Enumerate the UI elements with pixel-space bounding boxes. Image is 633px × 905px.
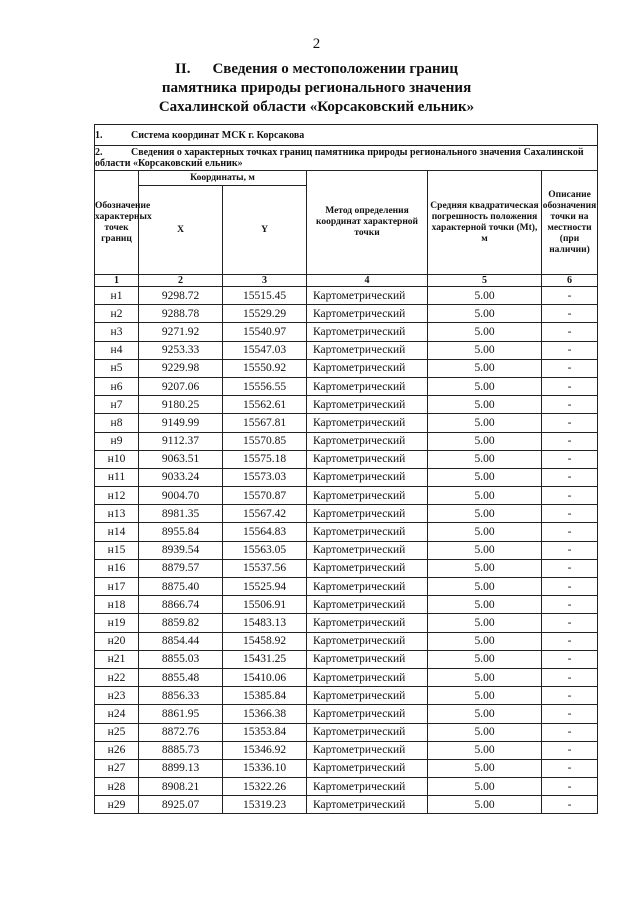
table-row — [95, 741, 598, 759]
x-coordinate-cell: 8855.48 — [139, 668, 223, 686]
title-line-3: Сахалинской области «Корсаковский ельник» — [158, 99, 475, 115]
point-id-cell: н16 — [95, 559, 139, 577]
y-coordinate-cell: 15556.55 — [223, 377, 307, 395]
table-row — [95, 414, 598, 432]
page-number: 2 — [312, 36, 321, 52]
point-id-cell: н21 — [95, 650, 139, 668]
y-coordinate-cell: 15570.87 — [223, 487, 307, 505]
point-id-cell: н19 — [95, 614, 139, 632]
table-row — [95, 432, 598, 450]
header-coordinates: Координаты, м — [139, 171, 307, 186]
error-cell: 5.00 — [428, 287, 542, 305]
header-method: Метод определения координат характерной точки — [307, 171, 428, 275]
method-cell: Картометрический — [307, 668, 428, 686]
y-coordinate-cell: 15515.45 — [223, 287, 307, 305]
error-cell: 5.00 — [428, 323, 542, 341]
x-coordinate-cell: 9112.37 — [139, 432, 223, 450]
y-coordinate-cell: 15540.97 — [223, 323, 307, 341]
method-cell: Картометрический — [307, 759, 428, 777]
header-x: X — [139, 186, 223, 275]
y-coordinate-cell: 15353.84 — [223, 723, 307, 741]
table-row — [95, 705, 598, 723]
x-coordinate-cell: 9271.92 — [139, 323, 223, 341]
table-row — [95, 614, 598, 632]
table-row — [95, 687, 598, 705]
document-title — [0, 60, 633, 117]
x-coordinate-cell: 9229.98 — [139, 359, 223, 377]
point-id-cell: н10 — [95, 450, 139, 468]
column-number: 2 — [139, 275, 223, 287]
description-cell: - — [542, 578, 598, 596]
point-id-cell: н14 — [95, 523, 139, 541]
point-id-cell: н25 — [95, 723, 139, 741]
x-coordinate-cell: 8856.33 — [139, 687, 223, 705]
description-cell: - — [542, 323, 598, 341]
method-cell: Картометрический — [307, 705, 428, 723]
description-cell: - — [542, 614, 598, 632]
table-row — [95, 359, 598, 377]
header-row-1 — [95, 171, 598, 186]
table-row — [95, 287, 598, 305]
table-row — [95, 578, 598, 596]
y-coordinate-cell: 15346.92 — [223, 741, 307, 759]
method-cell: Картометрический — [307, 614, 428, 632]
description-cell: - — [542, 487, 598, 505]
description-cell: - — [542, 305, 598, 323]
y-coordinate-cell: 15431.25 — [223, 650, 307, 668]
description-cell: - — [542, 287, 598, 305]
description-cell: - — [542, 596, 598, 614]
error-cell: 5.00 — [428, 305, 542, 323]
method-cell: Картометрический — [307, 287, 428, 305]
table-row — [95, 323, 598, 341]
section1-number: 1. — [95, 129, 103, 141]
x-coordinate-cell: 9149.99 — [139, 414, 223, 432]
coordinate-system-row — [95, 125, 598, 146]
point-id-cell: н5 — [95, 359, 139, 377]
table-row — [95, 596, 598, 614]
y-coordinate-cell: 15529.29 — [223, 305, 307, 323]
column-number: 4 — [307, 275, 428, 287]
error-cell: 5.00 — [428, 596, 542, 614]
error-cell: 5.00 — [428, 723, 542, 741]
x-coordinate-cell: 9004.70 — [139, 487, 223, 505]
description-cell: - — [542, 450, 598, 468]
table-row — [95, 559, 598, 577]
method-cell: Картометрический — [307, 796, 428, 814]
error-cell: 5.00 — [428, 487, 542, 505]
x-coordinate-cell: 8872.76 — [139, 723, 223, 741]
method-cell: Картометрический — [307, 632, 428, 650]
error-cell: 5.00 — [428, 650, 542, 668]
section2-text: Сведения о характерных точках границ памятника природы регионального значения Сахалинской области «Корсаковский ельник» — [95, 147, 584, 169]
section2-number: 2. — [95, 147, 103, 158]
title-line-1-text: Сведения о местоположении границ — [212, 61, 458, 77]
point-id-cell: н26 — [95, 741, 139, 759]
description-cell: - — [542, 377, 598, 395]
y-coordinate-cell: 15570.85 — [223, 432, 307, 450]
description-cell: - — [542, 723, 598, 741]
description-cell: - — [542, 505, 598, 523]
point-id-cell: н18 — [95, 596, 139, 614]
error-cell: 5.00 — [428, 687, 542, 705]
title-line-2: памятника природы регионального значения — [161, 80, 472, 96]
point-id-cell: н13 — [95, 505, 139, 523]
x-coordinate-cell: 8875.40 — [139, 578, 223, 596]
column-number: 5 — [428, 275, 542, 287]
point-id-cell: н24 — [95, 705, 139, 723]
x-coordinate-cell: 9063.51 — [139, 450, 223, 468]
x-coordinate-cell: 8855.03 — [139, 650, 223, 668]
y-coordinate-cell: 15319.23 — [223, 796, 307, 814]
table-row — [95, 632, 598, 650]
error-cell: 5.00 — [428, 432, 542, 450]
x-coordinate-cell: 8908.21 — [139, 778, 223, 796]
y-coordinate-cell: 15562.61 — [223, 396, 307, 414]
method-cell: Картометрический — [307, 578, 428, 596]
error-cell: 5.00 — [428, 578, 542, 596]
x-coordinate-cell: 8885.73 — [139, 741, 223, 759]
y-coordinate-cell: 15537.56 — [223, 559, 307, 577]
error-cell: 5.00 — [428, 541, 542, 559]
error-cell: 5.00 — [428, 759, 542, 777]
x-coordinate-cell: 8925.07 — [139, 796, 223, 814]
method-cell: Картометрический — [307, 650, 428, 668]
column-number: 6 — [542, 275, 598, 287]
header-error: Средняя квадратическая погрешность положения характерной точки (Mt), м — [428, 171, 542, 275]
header-y: Y — [223, 186, 307, 275]
table-row — [95, 305, 598, 323]
error-cell: 5.00 — [428, 505, 542, 523]
description-cell: - — [542, 414, 598, 432]
point-id-cell: н6 — [95, 377, 139, 395]
x-coordinate-cell: 8939.54 — [139, 541, 223, 559]
table-row — [95, 377, 598, 395]
header-description: Описание обозначения точки на местности (при наличии) — [542, 171, 598, 275]
x-coordinate-cell: 8879.57 — [139, 559, 223, 577]
method-cell: Картометрический — [307, 305, 428, 323]
method-cell: Картометрический — [307, 523, 428, 541]
table-row — [95, 759, 598, 777]
point-id-cell: н29 — [95, 796, 139, 814]
error-cell: 5.00 — [428, 741, 542, 759]
error-cell: 5.00 — [428, 614, 542, 632]
x-coordinate-cell: 9288.78 — [139, 305, 223, 323]
x-coordinate-cell: 9033.24 — [139, 468, 223, 486]
y-coordinate-cell: 15322.26 — [223, 778, 307, 796]
point-id-cell: н3 — [95, 323, 139, 341]
x-coordinate-cell: 9298.72 — [139, 287, 223, 305]
x-coordinate-cell: 9253.33 — [139, 341, 223, 359]
method-cell: Картометрический — [307, 432, 428, 450]
method-cell: Картометрический — [307, 414, 428, 432]
method-cell: Картометрический — [307, 541, 428, 559]
method-cell: Картометрический — [307, 450, 428, 468]
y-coordinate-cell: 15550.92 — [223, 359, 307, 377]
description-cell: - — [542, 705, 598, 723]
table-row — [95, 505, 598, 523]
y-coordinate-cell: 15366.38 — [223, 705, 307, 723]
y-coordinate-cell: 15410.06 — [223, 668, 307, 686]
y-coordinate-cell: 15567.42 — [223, 505, 307, 523]
y-coordinate-cell: 15563.05 — [223, 541, 307, 559]
y-coordinate-cell: 15573.03 — [223, 468, 307, 486]
description-cell: - — [542, 541, 598, 559]
description-cell: - — [542, 523, 598, 541]
section1-text: Система координат МСК г. Корсакова — [131, 129, 305, 141]
description-cell: - — [542, 359, 598, 377]
description-cell: - — [542, 341, 598, 359]
x-coordinate-cell: 8861.95 — [139, 705, 223, 723]
error-cell: 5.00 — [428, 396, 542, 414]
error-cell: 5.00 — [428, 778, 542, 796]
table-row — [95, 523, 598, 541]
x-coordinate-cell: 8854.44 — [139, 632, 223, 650]
y-coordinate-cell: 15547.03 — [223, 341, 307, 359]
table-row — [95, 778, 598, 796]
x-coordinate-cell: 8981.35 — [139, 505, 223, 523]
error-cell: 5.00 — [428, 414, 542, 432]
description-cell: - — [542, 432, 598, 450]
method-cell: Картометрический — [307, 359, 428, 377]
section-roman-numeral: II. — [175, 61, 191, 77]
y-coordinate-cell: 15336.10 — [223, 759, 307, 777]
description-cell: - — [542, 687, 598, 705]
method-cell: Картометрический — [307, 396, 428, 414]
table-row — [95, 723, 598, 741]
method-cell: Картометрический — [307, 778, 428, 796]
table-row — [95, 468, 598, 486]
description-cell: - — [542, 741, 598, 759]
error-cell: 5.00 — [428, 359, 542, 377]
point-id-cell: н1 — [95, 287, 139, 305]
table-row — [95, 341, 598, 359]
title-line-1 — [0, 60, 633, 79]
column-numbers-row — [95, 275, 598, 287]
error-cell: 5.00 — [428, 468, 542, 486]
point-id-cell: н11 — [95, 468, 139, 486]
error-cell: 5.00 — [428, 523, 542, 541]
points-info-row — [95, 146, 598, 171]
table-row — [95, 668, 598, 686]
x-coordinate-cell: 8899.13 — [139, 759, 223, 777]
method-cell: Картометрический — [307, 323, 428, 341]
point-id-cell: н4 — [95, 341, 139, 359]
point-id-cell: н12 — [95, 487, 139, 505]
x-coordinate-cell: 8866.74 — [139, 596, 223, 614]
description-cell: - — [542, 468, 598, 486]
point-id-cell: н22 — [95, 668, 139, 686]
header-designation: Обозначение характерных точек границ — [95, 171, 139, 275]
y-coordinate-cell: 15525.94 — [223, 578, 307, 596]
description-cell: - — [542, 559, 598, 577]
y-coordinate-cell: 15483.13 — [223, 614, 307, 632]
table-row — [95, 541, 598, 559]
method-cell: Картометрический — [307, 687, 428, 705]
description-cell: - — [542, 632, 598, 650]
error-cell: 5.00 — [428, 377, 542, 395]
description-cell: - — [542, 796, 598, 814]
table-row — [95, 450, 598, 468]
method-cell: Картометрический — [307, 377, 428, 395]
method-cell: Картометрический — [307, 505, 428, 523]
y-coordinate-cell: 15564.83 — [223, 523, 307, 541]
method-cell: Картометрический — [307, 741, 428, 759]
description-cell: - — [542, 650, 598, 668]
table-row — [95, 396, 598, 414]
column-number: 1 — [95, 275, 139, 287]
y-coordinate-cell: 15506.91 — [223, 596, 307, 614]
point-id-cell: н2 — [95, 305, 139, 323]
y-coordinate-cell: 15458.92 — [223, 632, 307, 650]
point-id-cell: н8 — [95, 414, 139, 432]
table-row — [95, 487, 598, 505]
column-number: 3 — [223, 275, 307, 287]
description-cell: - — [542, 759, 598, 777]
y-coordinate-cell: 15385.84 — [223, 687, 307, 705]
method-cell: Картометрический — [307, 723, 428, 741]
point-id-cell: н28 — [95, 778, 139, 796]
y-coordinate-cell: 15567.81 — [223, 414, 307, 432]
error-cell: 5.00 — [428, 450, 542, 468]
error-cell: 5.00 — [428, 559, 542, 577]
point-id-cell: н27 — [95, 759, 139, 777]
point-id-cell: н23 — [95, 687, 139, 705]
point-id-cell: н20 — [95, 632, 139, 650]
boundary-points-table — [94, 124, 598, 814]
x-coordinate-cell: 8859.82 — [139, 614, 223, 632]
point-id-cell: н7 — [95, 396, 139, 414]
method-cell: Картометрический — [307, 341, 428, 359]
method-cell: Картометрический — [307, 559, 428, 577]
error-cell: 5.00 — [428, 632, 542, 650]
method-cell: Картометрический — [307, 468, 428, 486]
table-row — [95, 796, 598, 814]
error-cell: 5.00 — [428, 668, 542, 686]
error-cell: 5.00 — [428, 341, 542, 359]
x-coordinate-cell: 9207.06 — [139, 377, 223, 395]
point-id-cell: н15 — [95, 541, 139, 559]
x-coordinate-cell: 8955.84 — [139, 523, 223, 541]
point-id-cell: н17 — [95, 578, 139, 596]
point-id-cell: н9 — [95, 432, 139, 450]
method-cell: Картометрический — [307, 596, 428, 614]
y-coordinate-cell: 15575.18 — [223, 450, 307, 468]
x-coordinate-cell: 9180.25 — [139, 396, 223, 414]
method-cell: Картометрический — [307, 487, 428, 505]
table-row — [95, 650, 598, 668]
description-cell: - — [542, 396, 598, 414]
error-cell: 5.00 — [428, 796, 542, 814]
error-cell: 5.00 — [428, 705, 542, 723]
description-cell: - — [542, 778, 598, 796]
description-cell: - — [542, 668, 598, 686]
